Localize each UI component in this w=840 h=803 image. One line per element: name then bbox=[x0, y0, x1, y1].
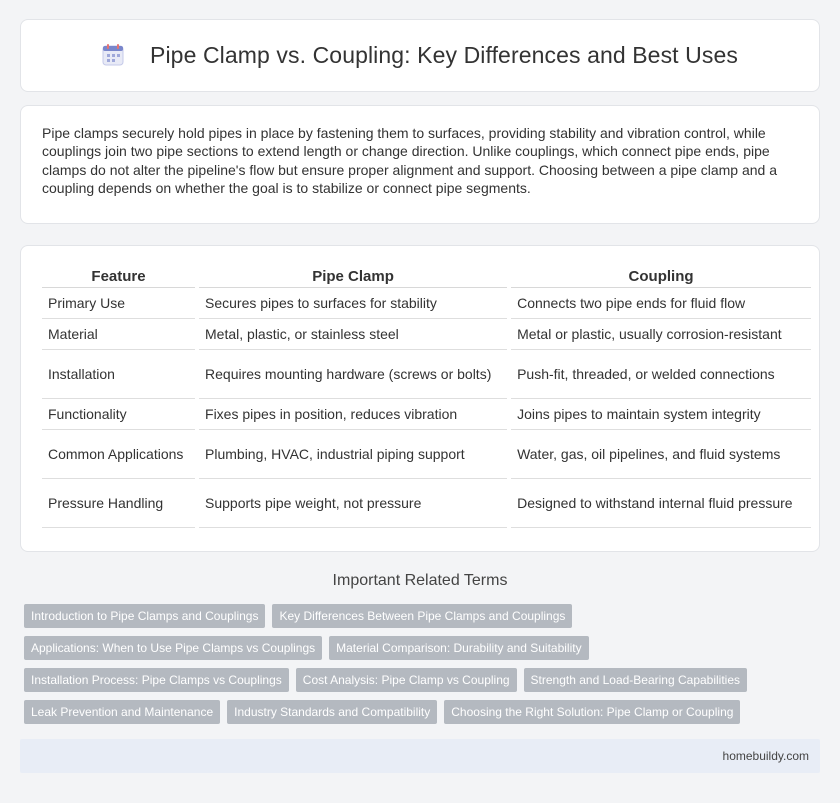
footer bbox=[20, 739, 820, 773]
table-row bbox=[42, 319, 811, 350]
related-term-tag[interactable]: Introduction to Pipe Clamps and Couplings bbox=[24, 604, 265, 628]
title-card bbox=[20, 19, 820, 92]
related-term-tag[interactable]: Industry Standards and Compatibility bbox=[227, 700, 437, 724]
table-cell: Supports pipe weight, not pressure bbox=[199, 479, 507, 528]
table-cell: Requires mounting hardware (screws or bolts) bbox=[199, 350, 507, 399]
table-cell: Pressure Handling bbox=[42, 479, 195, 528]
table-cell: Installation bbox=[42, 350, 195, 399]
related-term-tag[interactable]: Strength and Load-Bearing Capabilities bbox=[524, 668, 747, 692]
table-cell: Common Applications bbox=[42, 430, 195, 479]
related-term-tag[interactable]: Cost Analysis: Pipe Clamp vs Coupling bbox=[296, 668, 517, 692]
related-term-tag[interactable]: Material Comparison: Durability and Suitability bbox=[329, 636, 588, 660]
footer-site-link[interactable]: homebuildy.com bbox=[722, 749, 809, 763]
related-term-tag[interactable]: Key Differences Between Pipe Clamps and Couplings bbox=[272, 604, 572, 628]
table-cell: Metal, plastic, or stainless steel bbox=[199, 319, 507, 350]
tag-row bbox=[24, 636, 814, 660]
table-cell: Primary Use bbox=[42, 288, 195, 319]
table-row bbox=[42, 288, 811, 319]
related-term-tag[interactable]: Installation Process: Pipe Clamps vs Couplings bbox=[24, 668, 289, 692]
table-row bbox=[42, 399, 811, 430]
table-header-coupling: Coupling bbox=[511, 266, 811, 288]
intro-card bbox=[20, 105, 820, 224]
related-term-tag[interactable]: Leak Prevention and Maintenance bbox=[24, 700, 220, 724]
table-cell: Joins pipes to maintain system integrity bbox=[511, 399, 811, 430]
comparison-table-card bbox=[20, 245, 820, 552]
related-terms-title: Important Related Terms bbox=[332, 572, 508, 589]
tag-row bbox=[24, 604, 814, 628]
table-cell: Fixes pipes in position, reduces vibration bbox=[199, 399, 507, 430]
table-row bbox=[42, 430, 811, 479]
intro-text: Pipe clamps securely hold pipes in place by fastening them to surfaces, providing stability and vibration control, while couplings join two pipe sections to extend length or change direction. Unlike couplings, which connect pipe ends, pipe clamps do not alter the pipeline's flow but ensure proper alignment and support. Choosing between a pipe clamp and a coupling depends on whether the goal is to stabilize or connect pipe segments. bbox=[42, 125, 778, 196]
table-cell: Plumbing, HVAC, industrial piping support bbox=[199, 430, 507, 479]
table-cell: Push-fit, threaded, or welded connections bbox=[511, 350, 811, 399]
related-terms-list bbox=[24, 604, 814, 732]
table-cell: Designed to withstand internal fluid pressure bbox=[511, 479, 811, 528]
table-row bbox=[42, 479, 811, 528]
related-term-tag[interactable]: Choosing the Right Solution: Pipe Clamp or Coupling bbox=[444, 700, 740, 724]
table-cell: Water, gas, oil pipelines, and fluid systems bbox=[511, 430, 811, 479]
table-cell: Material bbox=[42, 319, 195, 350]
table-cell: Connects two pipe ends for fluid flow bbox=[511, 288, 811, 319]
table-header-feature: Feature bbox=[42, 266, 195, 288]
page-title: Pipe Clamp vs. Coupling: Key Differences and Best Uses bbox=[150, 42, 738, 68]
tag-row bbox=[24, 700, 814, 724]
table-cell: Secures pipes to surfaces for stability bbox=[199, 288, 507, 319]
table-cell: Metal or plastic, usually corrosion-resistant bbox=[511, 319, 811, 350]
related-term-tag[interactable]: Applications: When to Use Pipe Clamps vs Couplings bbox=[24, 636, 322, 660]
table-cell: Functionality bbox=[42, 399, 195, 430]
table-header-pipe-clamp: Pipe Clamp bbox=[199, 266, 507, 288]
comparison-table bbox=[38, 266, 815, 528]
calendar-icon bbox=[102, 44, 124, 66]
tag-row bbox=[24, 668, 814, 692]
table-row bbox=[42, 350, 811, 399]
